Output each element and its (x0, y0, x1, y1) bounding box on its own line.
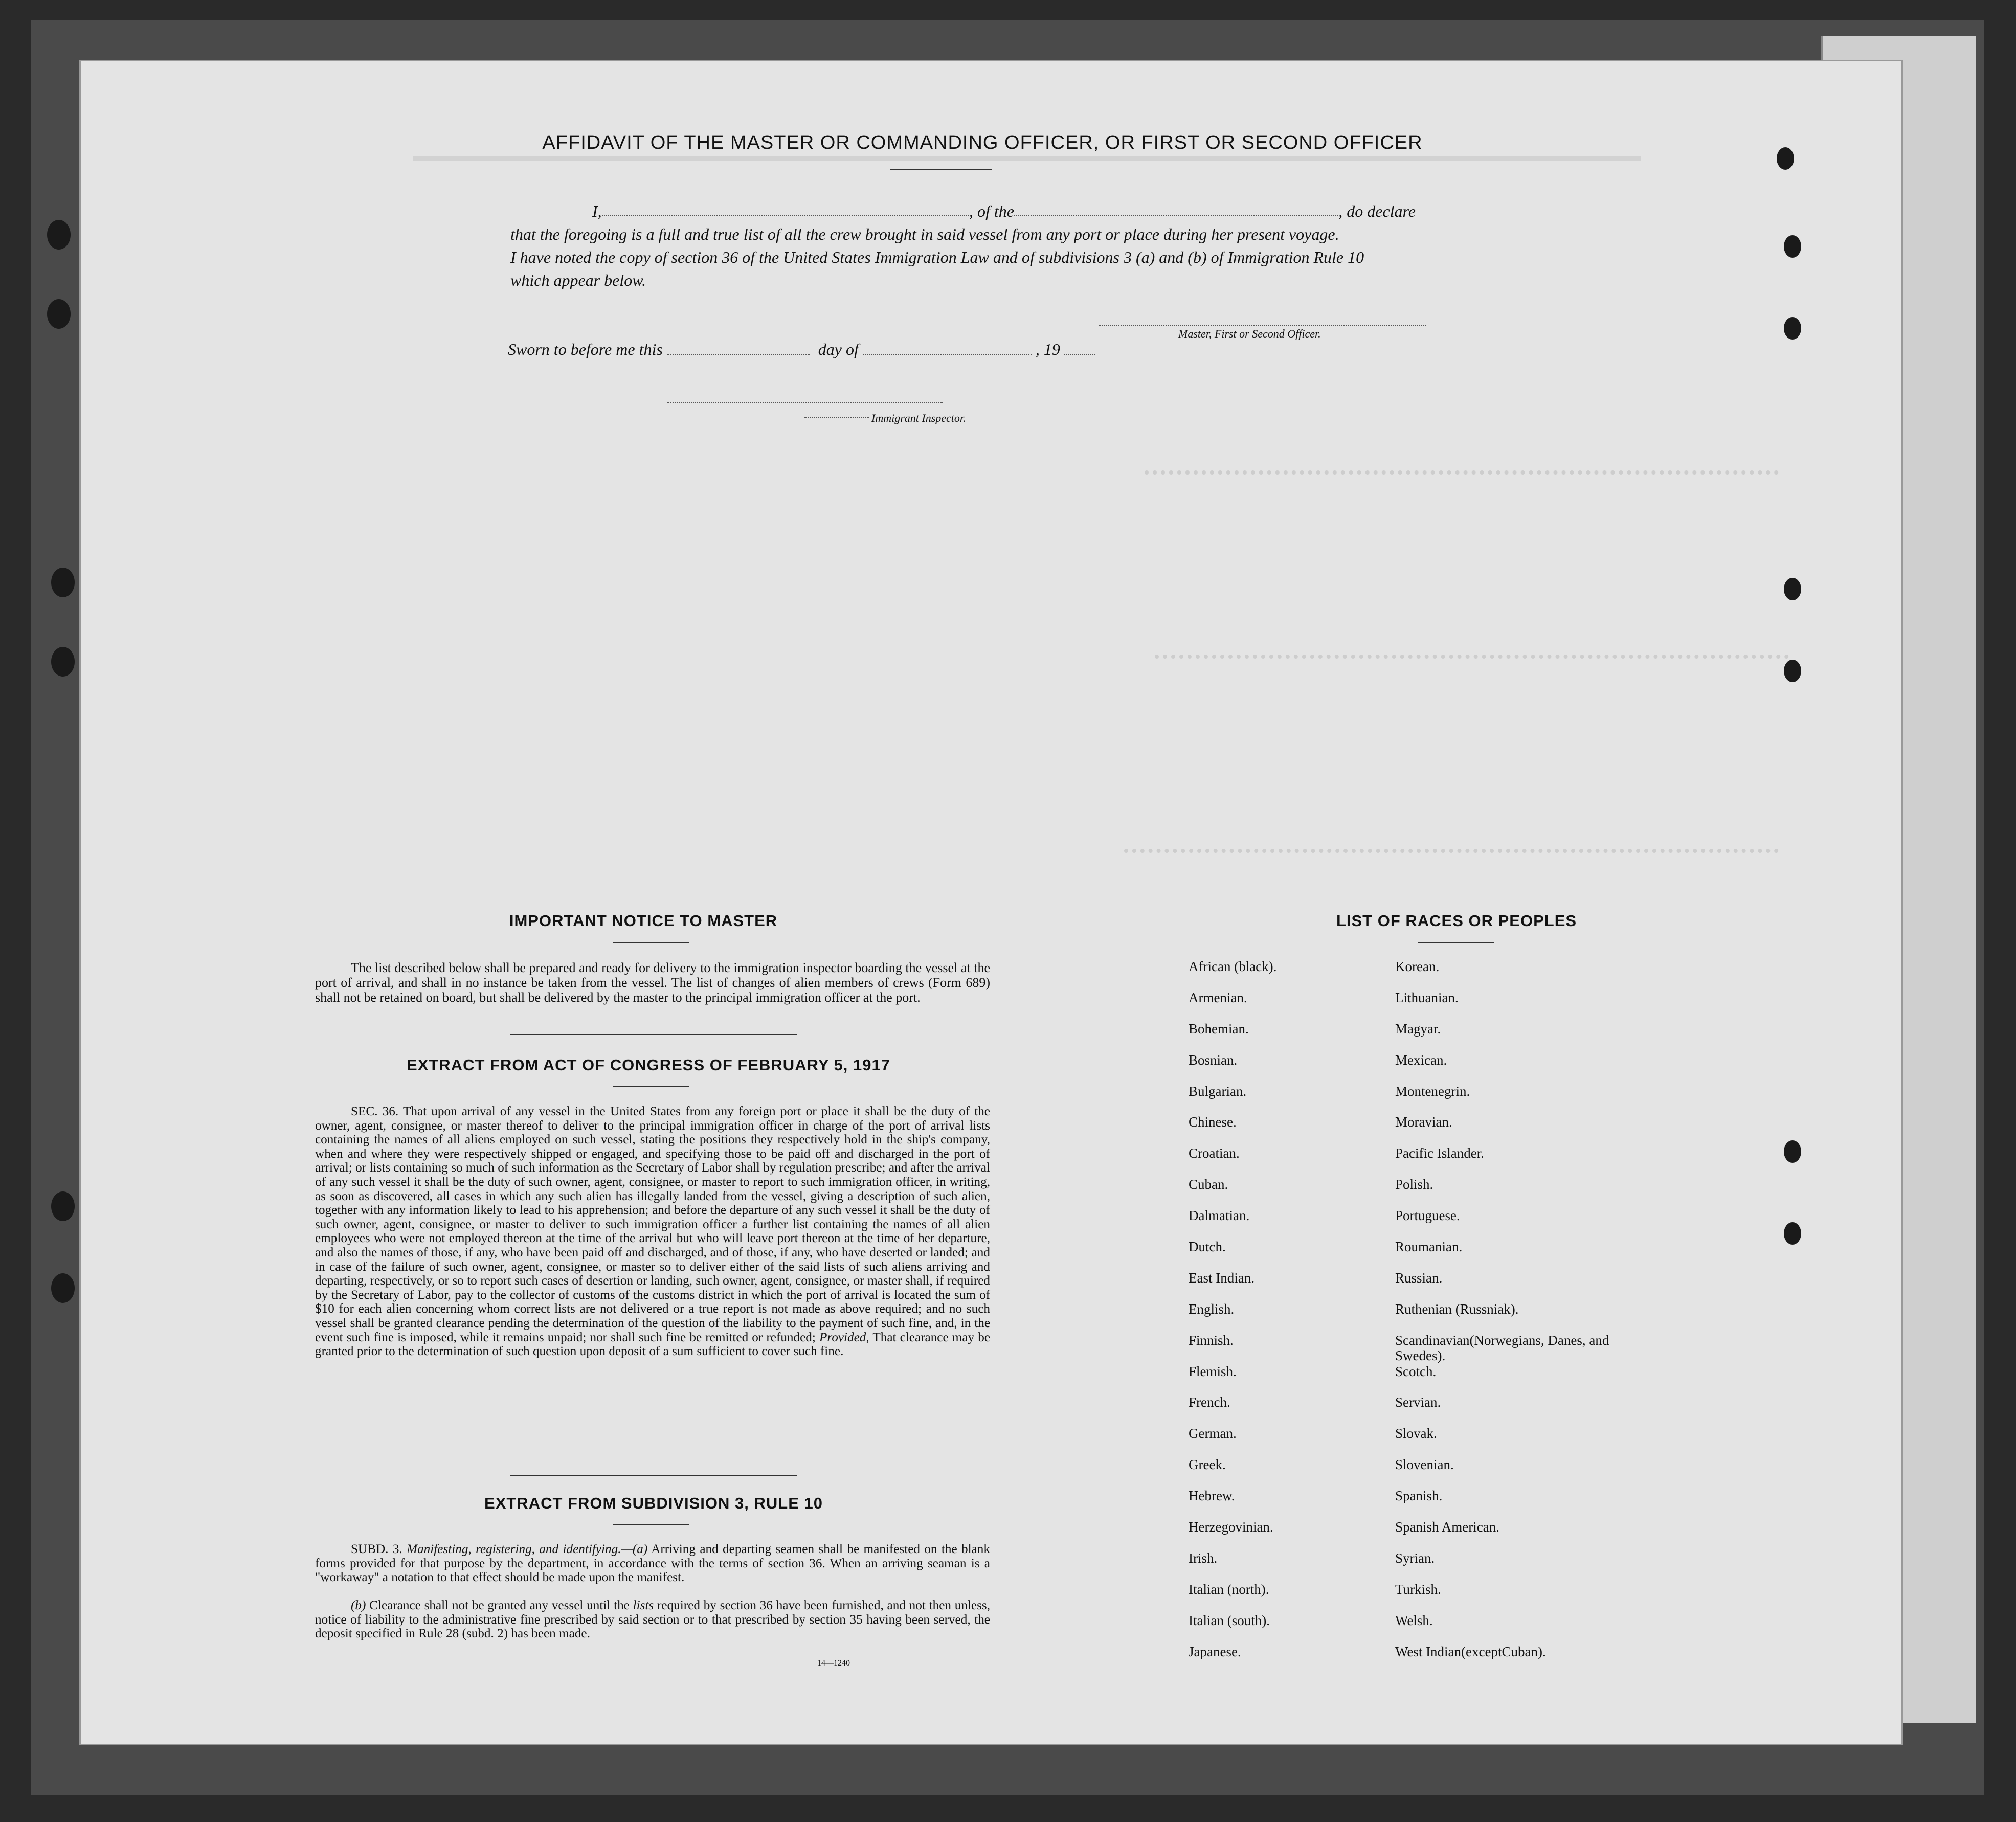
affidavit-declaration-line (510, 202, 1416, 221)
race-item: Mexican. (1395, 1052, 1447, 1068)
punch-hole (1784, 235, 1801, 258)
notice-title: IMPORTANT NOTICE TO MASTER (509, 912, 778, 930)
race-item: Dalmatian. (1189, 1208, 1250, 1224)
race-item: Greek. (1189, 1457, 1226, 1473)
binding-hole (47, 220, 71, 250)
race-item: Spanish. (1395, 1488, 1443, 1504)
race-item: Polish. (1395, 1177, 1433, 1193)
form-number: 14—1240 (817, 1659, 850, 1668)
race-item: Italian (south). (1189, 1612, 1270, 1628)
race-item: Slovenian. (1395, 1457, 1454, 1473)
race-item: Russian. (1395, 1270, 1443, 1286)
race-item: Korean. (1395, 959, 1440, 974)
race-item: East Indian. (1189, 1270, 1255, 1286)
punch-hole (1784, 1140, 1801, 1163)
races-column-1 (1189, 959, 1393, 1675)
sworn-text: Sworn to before me this (508, 340, 663, 358)
rule-text-b (315, 1599, 990, 1641)
race-item: Lithuanian. (1395, 989, 1459, 1005)
rule-title: EXTRACT FROM SUBDIVISION 3, RULE 10 (484, 1494, 823, 1512)
race-item: Bosnian. (1189, 1052, 1238, 1068)
rule-subdivision-label: SUBD. 3. (351, 1542, 402, 1556)
race-item: Dutch. (1189, 1239, 1226, 1255)
affidavit-do-declare: , do declare (1338, 202, 1416, 220)
rule-lists-word: lists (633, 1599, 654, 1612)
title-divider (890, 169, 992, 170)
race-item: Montenegrin. (1395, 1083, 1470, 1099)
race-item: Finnish. (1189, 1332, 1234, 1348)
race-item: African (black). (1189, 959, 1277, 974)
race-item: Portuguese. (1395, 1208, 1460, 1224)
race-item: Spanish American. (1395, 1519, 1499, 1535)
act-section-label: SEC. 36. (351, 1105, 399, 1118)
binding-hole (51, 647, 75, 677)
race-item: Japanese. (1189, 1644, 1241, 1659)
race-item: Roumanian. (1395, 1239, 1463, 1255)
punch-hole (1784, 1222, 1801, 1245)
affidavit-line-3: I have noted the copy of section 36 of the United States Immigration Law and of subdivisions 3 (a) and (b) of Immigration Rule 10 (510, 248, 1364, 266)
act-section-end: That clearance may be granted prior to the determination of such question upon deposit of a sum sufficient to cover such fine. (315, 1330, 991, 1359)
punch-hole (1784, 317, 1801, 340)
notice-text: The list described below shall be prepared and ready for delivery to the immigration inspector boarding the vessel at the port of arrival, and shall in no instance be taken from the vessel. The list of changes of alien members of crews (Form 689) shall not be retained on board, but shall be delivered by the master to the principal immigration officer at the port. (315, 960, 990, 1005)
act-divider (510, 1475, 797, 1476)
rule-text-a (315, 1542, 990, 1585)
race-item: Armenian. (1189, 989, 1247, 1005)
sworn-line (508, 340, 1095, 359)
punch-hole (1784, 660, 1801, 682)
bleed-through-text (1124, 828, 1779, 853)
day-of-text: day of (818, 340, 859, 358)
act-title: EXTRACT FROM ACT OF CONGRESS OF FEBRUARY 5, 1917 (407, 1056, 890, 1074)
notice-title-divider (613, 942, 689, 943)
inspector-signature-label: Immigrant Inspector. (871, 412, 966, 424)
notice-divider (510, 1034, 797, 1035)
race-item: Ruthenian (Russniak). (1395, 1301, 1519, 1317)
race-item: German. (1189, 1426, 1237, 1442)
binding-hole (51, 1273, 75, 1303)
race-item: Cuban. (1189, 1177, 1228, 1193)
rule-heading: Manifesting, registering, and identifying.—(a) (407, 1542, 648, 1556)
sworn-year-field[interactable] (1064, 341, 1095, 355)
rule-title-divider (613, 1524, 689, 1525)
act-provided: Provided, (819, 1330, 869, 1344)
race-item: Magyar. (1395, 1021, 1441, 1037)
rule-text-b-part2: required by section 36 have been furnished, and not then unless, notice of liability to the administrative fine prescribed by said section or to that prescribed by section 35 having been served, the deposit specified in Rule 28 (subd. 2) has been made. (315, 1599, 990, 1641)
inspector-signature-field[interactable] (667, 389, 943, 403)
sworn-day-field[interactable] (667, 341, 810, 355)
race-item: Chinese. (1189, 1114, 1237, 1130)
binding-hole (47, 299, 71, 329)
race-item: Scotch. (1395, 1363, 1437, 1379)
race-item: Croatian. (1189, 1145, 1240, 1161)
act-section-body: That upon arrival of any vessel in the United States from any foreign port or place it shall be the duty of the owner, agent, consignee, or master thereof to deliver to the principal immigration officer in charge of the port of arrival lists containing the names of all aliens employed on such vessel, stating the positions they respectively hold in the ship's company, when and where they were respectively shipped or engaged, and specifying those to be paid off and discharged in the port of arrival; or lists containing so much of such information as the Secretary of Labor shall by regulation prescribe; and after the arrival of any such vessel it shall be the duty of such owner, agent, consignee, or master to report to such immigration officer, in writing, as soon as discovered, all cases in which any such alien has illegally landed from the vessel, giving a description of such alien, together with any information likely to lead to his apprehension; and before the departure of any such vessel it shall be the duty of such owner, agent, consignee, or master to deliver to such immigration officer a further list containing the names of all alien employees who were not employed thereon at the time of the arrival but who will leave port thereon at the time of her departure, and also the names of those, if any, who have been paid off and discharged, and of those, if any, who have deserted or landed; and in case of the failure of such owner, agent, consignee, or master so to deliver either of the said lists of such aliens arriving and departing, respectively, or so to report such cases of desertion or landing, such owner, agent, consignee, or master shall, if required by the Secretary of Labor, pay to the collector of customs of the customs district in which the port of arrival is located the sum of $10 for each alien concerning whom correct lists are not delivered or a true report is not made as above required; and no such vessel shall be granted clearance pending the determination of the question of the liability to the payment of such fine, and, in the event such fine is imposed, while it remains unpaid; nor shall such fine be remitted or refunded; (315, 1105, 990, 1344)
vessel-field[interactable] (1014, 202, 1338, 216)
races-title: LIST OF RACES OR PEOPLES (1336, 912, 1577, 930)
rule-text-a-body: Arriving and departing seamen shall be manifested on the blank forms provided for that purpose by the department, in accordance with the terms of section 36. When an arriving seaman is a "workaway" a notation to that effect should be made upon the manifest. (315, 1542, 990, 1585)
sworn-month-field[interactable] (863, 341, 1032, 355)
binding-hole (51, 568, 75, 597)
race-item: Irish. (1189, 1550, 1218, 1566)
race-item: Bulgarian. (1189, 1083, 1247, 1099)
binding-hole (51, 1191, 75, 1221)
bleed-through-text (1145, 450, 1779, 475)
race-item: Welsh. (1395, 1612, 1433, 1628)
race-item: Scandinavian(Norwegians, Danes, and Swedes). (1395, 1332, 1609, 1363)
race-item: West Indian(exceptCuban). (1395, 1644, 1546, 1659)
race-item: French. (1189, 1394, 1230, 1410)
affidavit-line-2: that the foregoing is a full and true list of all the crew brought in said vessel from any port or place during her present voyage. (510, 225, 1339, 243)
race-item: Syrian. (1395, 1550, 1435, 1566)
race-item: Bohemian. (1189, 1021, 1249, 1037)
race-item: Herzegovinian. (1189, 1519, 1273, 1535)
race-item: Turkish. (1395, 1581, 1441, 1597)
master-signature-label: Master, First or Second Officer. (1178, 327, 1321, 340)
punch-hole (1784, 578, 1801, 600)
race-item: Italian (north). (1189, 1581, 1269, 1597)
affidavit-title: AFFIDAVIT OF THE MASTER OR COMMANDING OFFICER, OR FIRST OR SECOND OFFICER (542, 132, 1423, 153)
race-item: English. (1189, 1301, 1235, 1317)
year-prefix: , 19 (1035, 340, 1060, 358)
inspector-dotted-lead (804, 410, 869, 418)
act-text (315, 1105, 990, 1359)
manifest-page (81, 61, 1901, 1744)
races-title-divider (1418, 942, 1494, 943)
affidavit-i: I, (592, 202, 602, 220)
rule-text-b-part1: Clearance shall not be granted any vessel until the (369, 1599, 630, 1612)
race-item: Flemish. (1189, 1363, 1237, 1379)
bleed-through-text (1155, 634, 1789, 659)
race-item: Moravian. (1395, 1114, 1452, 1130)
affidavit-of-the: , of the (969, 202, 1014, 220)
name-field[interactable] (602, 202, 969, 216)
race-item: Servian. (1395, 1394, 1441, 1410)
rule-b-label: (b) (351, 1599, 366, 1612)
race-item: Hebrew. (1189, 1488, 1235, 1504)
master-signature-field[interactable] (1099, 312, 1426, 326)
races-column-2 (1395, 959, 1610, 1675)
act-title-divider (613, 1086, 689, 1087)
race-item: Slovak. (1395, 1426, 1437, 1442)
affidavit-line-4: which appear below. (510, 271, 646, 289)
race-item: Pacific Islander. (1395, 1145, 1484, 1161)
